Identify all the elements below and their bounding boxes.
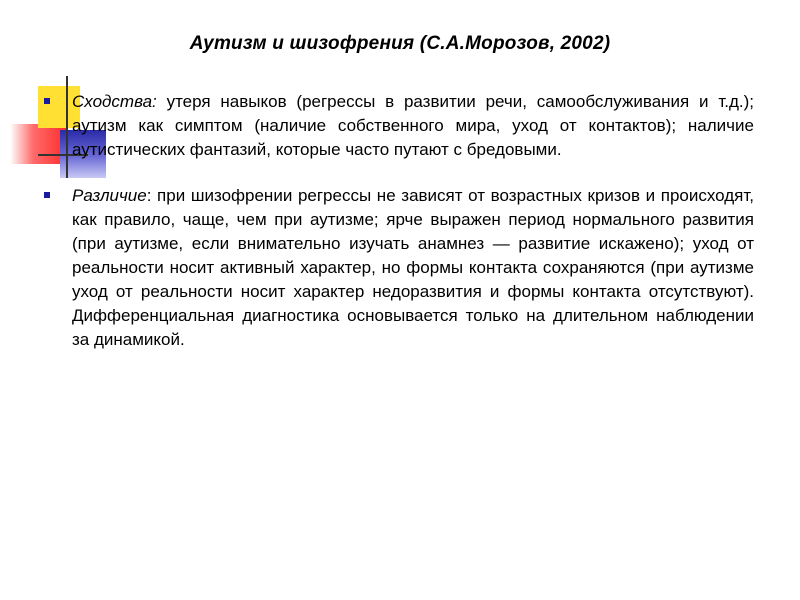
- square-bullet-icon: [44, 98, 50, 104]
- bullet-term: Сходства:: [72, 92, 157, 111]
- bullet-term: Различие: [72, 186, 147, 205]
- square-bullet-icon: [44, 192, 50, 198]
- bullet-differences: [44, 184, 754, 352]
- bullet-text: : при шизофрении регрессы не зависят от возрастных кризов и происходят, как правило, чаще, чем при аутизме; ярче выражен период нормального развития (при аутизме, если внимательно изучать анамнез — развитие искажено); уход от реальности носит активный характер, но формы контакта сохраняются (при аутизме уход от реальности носит характер недоразвития и формы контакта отсутствуют). Дифференциальная диагностика основывается только на длительном наблюдении за динамикой.: [72, 186, 754, 349]
- slide-title: Аутизм и шизофрения (С.А.Морозов, 2002): [189, 33, 611, 54]
- bullet-similarities: [44, 90, 754, 162]
- bullet-text: утеря навыков (регрессы в развитии речи, самообслуживания и т.д.); аутизм как симптом (наличие собственного мира, уход от контактов); наличие аутистических фантазий, которые часто путают с бредовыми.: [72, 92, 754, 159]
- bullet-list: [44, 90, 754, 352]
